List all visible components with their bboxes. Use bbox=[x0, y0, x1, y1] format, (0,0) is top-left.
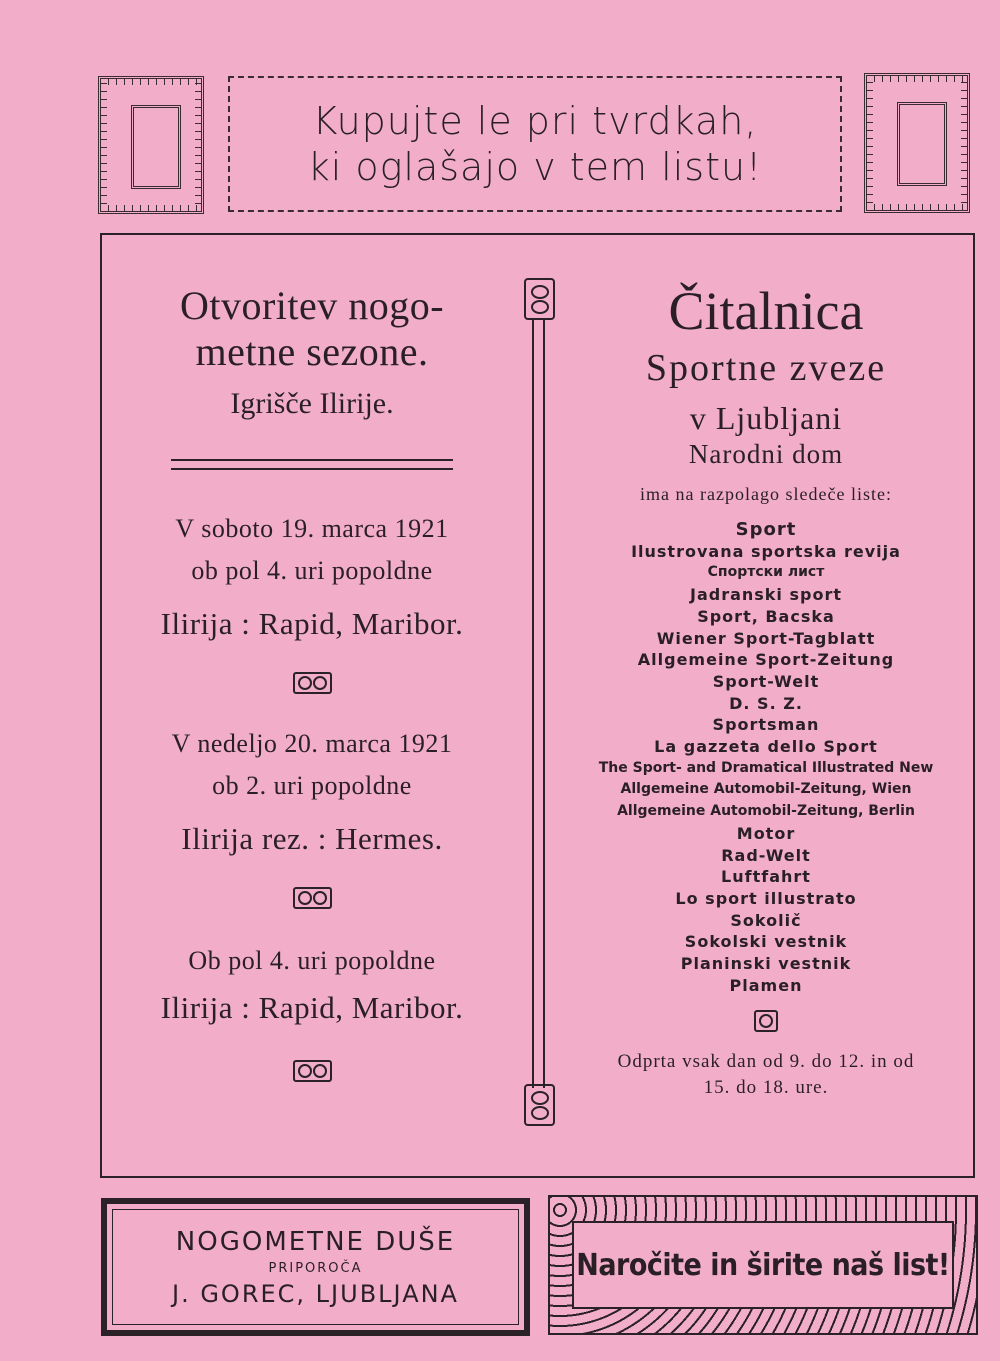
ad-headline: NOGOMETNE DUŠE bbox=[175, 1226, 456, 1257]
event-match: Ilirija : Rapid, Maribor. bbox=[160, 990, 464, 1025]
ornament-right bbox=[557, 1010, 975, 1033]
title-line-2: metne sezone. bbox=[195, 329, 429, 374]
knot-ornament-icon bbox=[293, 887, 332, 909]
event-time: ob pol 4. uri popoldne bbox=[191, 556, 433, 585]
list-item: Sport-Welt bbox=[712, 671, 820, 691]
top-banner bbox=[228, 76, 842, 212]
banner-line-2: ki oglašajo v tem listu! bbox=[307, 145, 763, 189]
ornament-1 bbox=[102, 672, 522, 695]
right-ornament-inner bbox=[897, 102, 947, 186]
knot-bottom-icon bbox=[524, 1084, 555, 1126]
title-line-1: Otvoritev nogo- bbox=[179, 283, 445, 328]
event-2 bbox=[102, 723, 522, 857]
list-item: Sport, Bacska bbox=[697, 606, 835, 626]
reading-room-city: v Ljubljani bbox=[689, 400, 843, 436]
list-item: Sokolski vestnik bbox=[684, 932, 848, 952]
subscribe-text: Naročite in širite naš list! bbox=[572, 1221, 954, 1309]
list-item: Luftfahrt bbox=[721, 867, 811, 887]
list-item: Allgemeine Sport-Zeitung bbox=[637, 650, 895, 670]
list-item: Спортски лист bbox=[707, 564, 825, 581]
list-item: Ilustrovana sportska revija bbox=[631, 541, 901, 561]
knot-ornament-icon bbox=[293, 672, 332, 694]
double-rule bbox=[171, 459, 453, 470]
venue: Igrišče Ilirije. bbox=[230, 387, 394, 420]
list-item: Sokolič bbox=[730, 910, 802, 930]
event-date: V soboto 19. marca 1921 bbox=[175, 514, 449, 543]
event-1 bbox=[102, 508, 522, 642]
list-item: Sport bbox=[735, 519, 797, 540]
list-item: Jadranski sport bbox=[689, 585, 842, 605]
list-item: La gazzeta dello Sport bbox=[654, 737, 878, 757]
list-item: Lo sport illustrato bbox=[675, 888, 857, 908]
list-item: Sportsman bbox=[712, 715, 820, 735]
list-item: Plamen bbox=[729, 975, 803, 995]
football-announcement bbox=[102, 235, 522, 1176]
ad-company: J. GOREC, LJUBLJANA bbox=[172, 1279, 459, 1308]
list-item: The Sport- and Dramatical Illustrated New bbox=[598, 759, 934, 776]
list-item: Wiener Sport-Tagblatt bbox=[656, 628, 876, 648]
knot-ornament-icon bbox=[293, 1060, 332, 1082]
left-ornament bbox=[98, 76, 204, 214]
list-item: D. S. Z. bbox=[729, 693, 803, 713]
list-item: Rad-Welt bbox=[721, 845, 811, 865]
knot-ornament-icon bbox=[754, 1010, 778, 1032]
event-date: V nedeljo 20. marca 1921 bbox=[171, 729, 453, 758]
hours-line-2: 15. do 18. ure. bbox=[703, 1077, 829, 1099]
ad-recommends: PRIPOROČA bbox=[268, 1260, 363, 1276]
main-panel bbox=[100, 233, 975, 1178]
list-item: Allgemeine Automobil-Zeitung, Wien bbox=[620, 781, 912, 798]
advertisement-gorec bbox=[101, 1198, 530, 1336]
ornament-2 bbox=[102, 887, 522, 910]
reading-room-subtitle: Sportne zveze bbox=[645, 347, 887, 389]
advertisement-subscribe bbox=[548, 1195, 978, 1335]
hours-line-1: Odprta vsak dan od 9. do 12. in od bbox=[617, 1051, 915, 1073]
event-time: Ob pol 4. uri popoldne bbox=[188, 946, 436, 975]
reading-room-title: Čitalnica bbox=[668, 281, 864, 341]
announcement-title bbox=[102, 283, 522, 375]
reading-room-note: ima na razpolago sledeče liste: bbox=[640, 484, 892, 504]
banner-line-1: Kupujte le pri tvrdkah, bbox=[312, 99, 758, 143]
list-item: Planinski vestnik bbox=[680, 954, 852, 974]
event-time: ob 2. uri popoldne bbox=[212, 771, 412, 800]
list-item: Allgemeine Automobil-Zeitung, Berlin bbox=[617, 803, 915, 820]
knot-top-icon bbox=[524, 278, 555, 320]
event-match: Ilirija rez. : Hermes. bbox=[181, 821, 443, 856]
event-match: Ilirija : Rapid, Maribor. bbox=[160, 606, 464, 641]
column-divider bbox=[524, 278, 551, 1126]
reading-room-building: Narodni dom bbox=[688, 439, 844, 469]
ornament-3 bbox=[102, 1060, 522, 1083]
right-ornament bbox=[864, 73, 970, 213]
event-3 bbox=[102, 940, 522, 1026]
opening-hours bbox=[557, 1049, 975, 1101]
reading-room bbox=[557, 235, 975, 1176]
newspaper-list bbox=[557, 519, 975, 996]
list-item: Motor bbox=[736, 823, 796, 843]
left-ornament-inner bbox=[131, 105, 181, 189]
